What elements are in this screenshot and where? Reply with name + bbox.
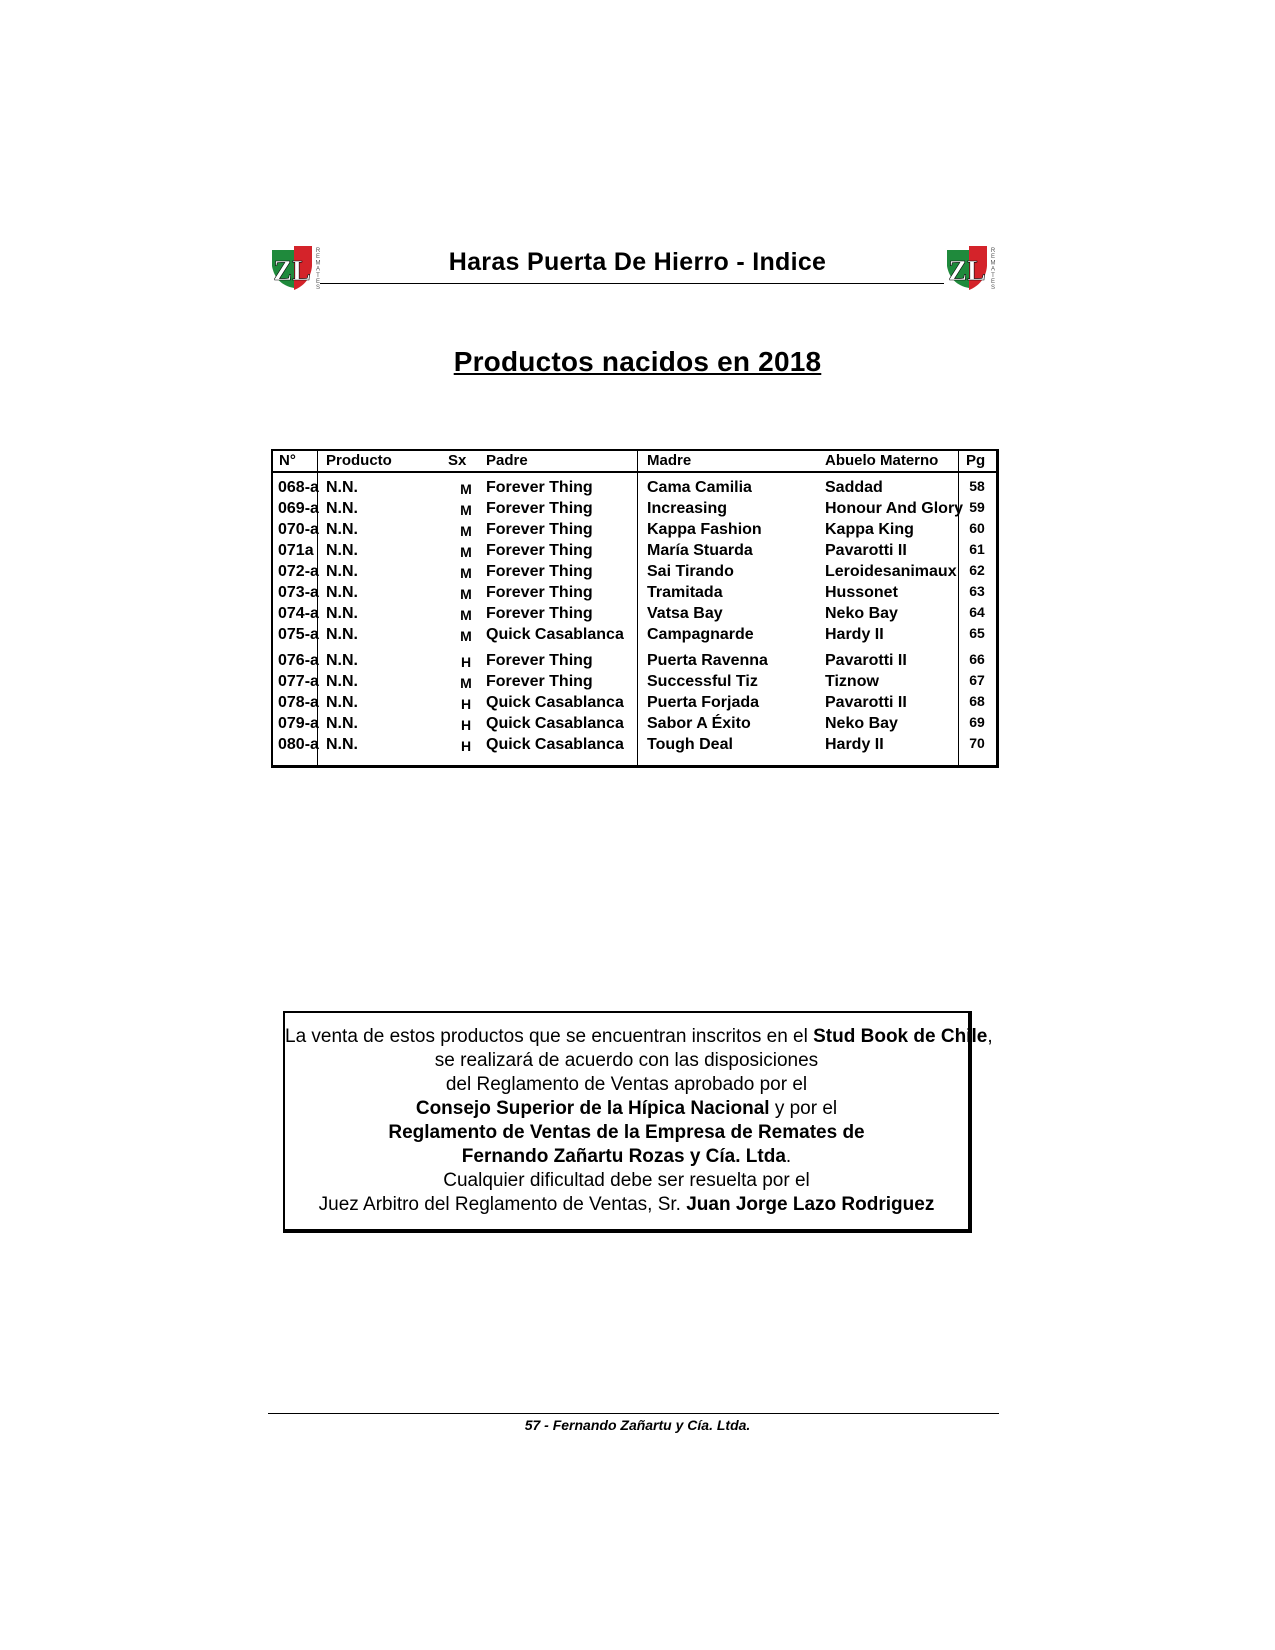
cell-madre: Vatsa Bay (647, 605, 723, 622)
cell-padre: Quick Casablanca (486, 626, 624, 643)
cell-number: 074-a (278, 605, 319, 622)
cell-producto: N.N. (326, 563, 358, 580)
cell-abuelo-materno: Neko Bay (825, 715, 898, 732)
cell-sex: M (460, 481, 472, 497)
cell-number: 069-a (278, 500, 319, 517)
cell-sex: M (460, 607, 472, 623)
notice-line-3: del Reglamento de Ventas aprobado por el (445, 1074, 808, 1095)
header-abuelo-materno: Abuelo Materno (825, 452, 939, 469)
notice-bold-text: Reglamento de Ventas de la Empresa de Remates de (388, 1122, 865, 1143)
cell-padre: Forever Thing (486, 479, 593, 496)
cell-padre: Quick Casablanca (486, 736, 624, 753)
page-header-title: Haras Puerta De Hierro - Indice (448, 248, 827, 276)
cell-madre: Kappa Fashion (647, 521, 762, 538)
logo-letters: ZL (948, 256, 986, 287)
logo-letters: ZL (273, 256, 311, 287)
cell-padre: Forever Thing (486, 652, 593, 669)
notice-line-5 (285, 1121, 968, 1145)
logo-side-letter: S (315, 285, 321, 292)
logo-side-letter: S (990, 285, 996, 292)
cell-producto: N.N. (326, 479, 358, 496)
table-row (273, 673, 996, 695)
table-row (273, 542, 996, 564)
cell-number: 071a (278, 542, 314, 559)
logo-side-letter: A (990, 266, 996, 273)
cell-abuelo-materno: Hardy II (825, 626, 884, 643)
cell-number: 080-a (278, 736, 319, 753)
cell-number: 075-a (278, 626, 319, 643)
cell-sex: M (460, 544, 472, 560)
header-divider (320, 283, 944, 284)
cell-abuelo-materno: Neko Bay (825, 605, 898, 622)
cell-number: 068-a (278, 479, 319, 496)
table-row (273, 479, 996, 501)
cell-padre: Forever Thing (486, 584, 593, 601)
section-title: Productos nacidos en 2018 (453, 346, 822, 377)
cell-sex: M (460, 502, 472, 518)
cell-sex: H (460, 654, 472, 670)
cell-sex: M (460, 523, 472, 539)
notice-text: , (987, 1026, 993, 1047)
table-row (273, 652, 996, 674)
cell-sex: H (460, 696, 472, 712)
cell-number: 072-a (278, 563, 319, 580)
table-row (273, 500, 996, 522)
logo-side-letter: E (315, 254, 321, 261)
logo-side-letter: M (990, 260, 996, 267)
footer-divider (268, 1413, 999, 1414)
header-no: N° (279, 452, 296, 469)
cell-page: 58 (969, 478, 985, 494)
cell-padre: Quick Casablanca (486, 694, 624, 711)
cell-sex: M (460, 675, 472, 691)
cell-page: 61 (969, 541, 985, 557)
table-row (273, 563, 996, 585)
cell-page: 66 (969, 651, 985, 667)
cell-padre: Quick Casablanca (486, 715, 624, 732)
logo-side-letter: R (990, 248, 996, 254)
notice-text: La venta de estos productos que se encuentran inscritos en el (285, 1026, 814, 1047)
cell-page: 68 (969, 693, 985, 709)
cell-madre: Tramitada (647, 584, 723, 601)
notice-line-1 (285, 1025, 993, 1049)
notice-bold-text: Consejo Superior de la Hípica Nacional (415, 1098, 770, 1119)
cell-abuelo-materno: Kappa King (825, 521, 914, 538)
cell-number: 073-a (278, 584, 319, 601)
cell-page: 62 (969, 562, 985, 578)
notice-line-4 (285, 1097, 968, 1121)
cell-sex: H (460, 717, 472, 733)
notice-bold-text: Juan Jorge Lazo Rodriguez (686, 1194, 935, 1215)
cell-page: 67 (969, 672, 985, 688)
cell-sex: M (460, 586, 472, 602)
cell-producto: N.N. (326, 626, 358, 643)
cell-producto: N.N. (326, 605, 358, 622)
cell-number: 076-a (278, 652, 319, 669)
cell-abuelo-materno: Hussonet (825, 584, 898, 601)
cell-madre: Successful Tiz (647, 673, 758, 690)
table-row (273, 584, 996, 606)
cell-abuelo-materno: Pavarotti II (825, 542, 907, 559)
cell-madre: Tough Deal (647, 736, 733, 753)
logo-side-letter: M (315, 260, 321, 267)
cell-sex: M (460, 628, 472, 644)
cell-madre: Sai Tirando (647, 563, 734, 580)
cell-abuelo-materno: Hardy II (825, 736, 884, 753)
table-header-divider (273, 471, 996, 473)
cell-abuelo-materno: Pavarotti II (825, 694, 907, 711)
table-row (273, 521, 996, 543)
cell-sex: M (460, 565, 472, 581)
logo-side-letter: E (990, 254, 996, 261)
notice-text: Juez Arbitro del Reglamento de Ventas, Sr. (318, 1194, 687, 1215)
cell-sex: H (460, 738, 472, 754)
cell-abuelo-materno: Pavarotti II (825, 652, 907, 669)
products-table (271, 449, 999, 768)
cell-padre: Forever Thing (486, 563, 593, 580)
cell-page: 64 (969, 604, 985, 620)
cell-producto: N.N. (326, 715, 358, 732)
cell-madre: María Stuarda (647, 542, 753, 559)
header-producto: Producto (326, 452, 392, 469)
cell-madre: Cama Camilia (647, 479, 752, 496)
cell-padre: Forever Thing (486, 605, 593, 622)
cell-page: 69 (969, 714, 985, 730)
logo-side-letter: E (315, 279, 321, 285)
cell-number: 077-a (278, 673, 319, 690)
cell-madre: Puerta Ravenna (647, 652, 768, 669)
notice-line-8 (285, 1193, 968, 1217)
cell-producto: N.N. (326, 736, 358, 753)
logo-side-letter: E (990, 279, 996, 285)
sale-notice-box (283, 1011, 993, 1233)
cell-producto: N.N. (326, 584, 358, 601)
logo-side-letter: A (315, 266, 321, 273)
cell-madre: Increasing (647, 500, 728, 517)
table-row (273, 715, 996, 737)
cell-page: 70 (969, 735, 985, 751)
header-pg: Pg (966, 452, 986, 469)
cell-padre: Forever Thing (486, 673, 593, 690)
logo-side-letter: T (316, 272, 320, 279)
cell-madre: Sabor A Éxito (647, 715, 751, 732)
notice-bold-text: Fernando Zañartu Rozas y Cía. Ltda (461, 1146, 786, 1167)
notice-line-7: Cualquier dificultad debe ser resuelta por el (443, 1170, 810, 1191)
cell-padre: Forever Thing (486, 500, 593, 517)
cell-page: 59 (969, 499, 985, 515)
cell-page: 65 (969, 625, 985, 641)
cell-number: 078-a (278, 694, 319, 711)
table-row (273, 736, 996, 758)
cell-madre: Puerta Forjada (647, 694, 760, 711)
logo-side-letter: R (315, 248, 321, 254)
cell-number: 070-a (278, 521, 319, 538)
cell-padre: Forever Thing (486, 542, 593, 559)
table-row (273, 694, 996, 716)
notice-line-2: se realizará de acuerdo con las disposiciones (434, 1050, 819, 1071)
cell-page: 63 (969, 583, 985, 599)
cell-producto: N.N. (326, 521, 358, 538)
table-row (273, 626, 996, 648)
cell-producto: N.N. (326, 542, 358, 559)
table-row (273, 605, 996, 627)
notice-line-6 (285, 1145, 968, 1169)
notice-text: y por el (769, 1098, 838, 1119)
footer-page-label: 57 - Fernando Zañartu y Cía. Ltda. (524, 1417, 751, 1433)
notice-text: . (785, 1146, 792, 1167)
cell-padre: Forever Thing (486, 521, 593, 538)
cell-number: 079-a (278, 715, 319, 732)
cell-producto: N.N. (326, 694, 358, 711)
cell-madre: Campagnarde (647, 626, 754, 643)
cell-producto: N.N. (326, 673, 358, 690)
notice-bold-text: Stud Book de Chile (813, 1026, 988, 1047)
cell-abuelo-materno: Saddad (825, 479, 883, 496)
cell-producto: N.N. (326, 500, 358, 517)
header-madre: Madre (647, 452, 692, 469)
logo-side-letter: T (991, 272, 995, 279)
cell-abuelo-materno: Honour And Glory (825, 500, 964, 517)
cell-abuelo-materno: Leroidesanimaux (825, 563, 957, 580)
cell-page: 60 (969, 520, 985, 536)
header-padre: Padre (486, 452, 528, 469)
cell-abuelo-materno: Tiznow (825, 673, 879, 690)
cell-producto: N.N. (326, 652, 358, 669)
header-sx: Sx (448, 452, 467, 469)
